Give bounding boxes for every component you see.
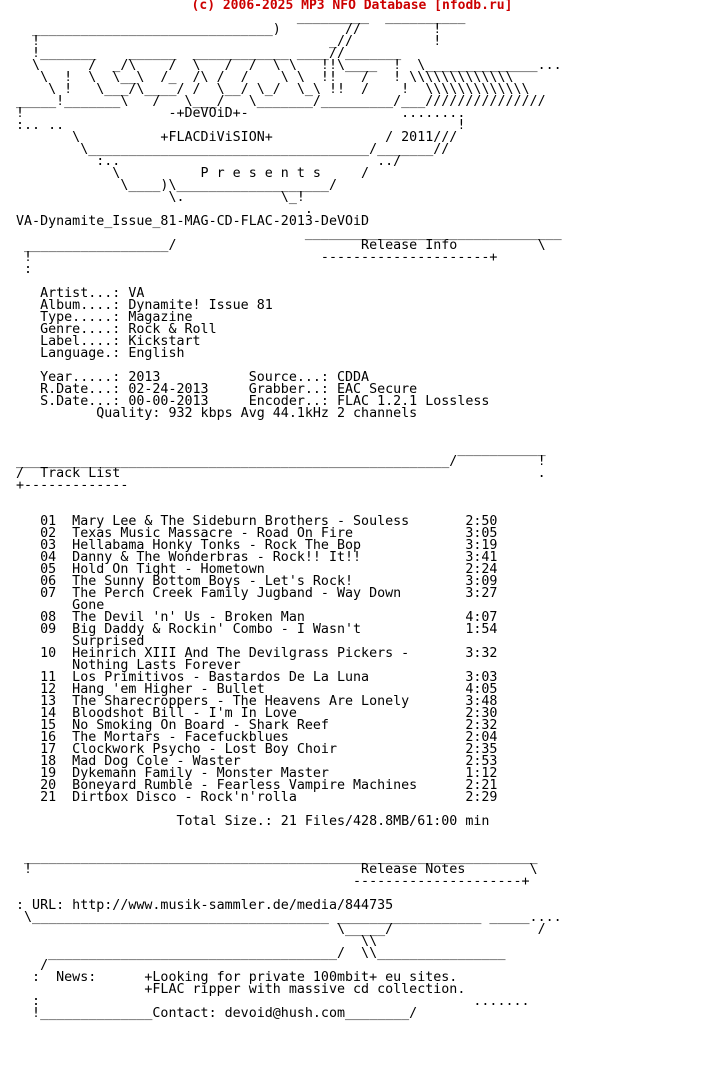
nfo-line: / Track List . [16,466,546,481]
nfo-line: ___________ [16,442,546,457]
nfo-text-block [16,12,562,1020]
nfo-line [16,420,562,432]
nfo-line: ______________________________________________________/ ! [16,454,546,469]
nfo-line: Artist...: VA [16,286,145,301]
nfo-line: R.Date...: 02-24-2013 Grabber..: EAC Secure [16,382,418,397]
nfo-line: 08 The Devil 'n' Us - Broken Man 4:07 [16,610,498,625]
nfo-line: 05 Hold On Tight - Hometown 2:24 [16,562,498,577]
nfo-line: !______________Contact: devoid@hush.com________/ [16,1006,418,1021]
nfo-line: : ....... [16,994,530,1009]
nfo-line: Nothing Lasts Forever [16,658,241,673]
nfo-line: 17 Clockwork Psycho - Lost Boy Choir 2:35 [16,742,498,757]
nfo-line: 03 Hellabama Honky Tonks - Rock The Bop 3:19 [16,538,498,553]
nfo-line: __________________/ Release Info \ [16,238,546,253]
nfo-line: Label....: Kickstart [16,334,201,349]
nfo-line: 06 The Sunny Bottom Boys - Let's Rock! 3:09 [16,574,498,589]
nfo-line: \ P r e s e n t s / [16,166,370,181]
nfo-line: !_______ ______ ____________ ____//_______ [16,46,450,61]
nfo-line: Surprised [16,634,145,649]
nfo-line: ---------------------+ [16,874,530,889]
nfo-line: ________________________________________________________________ [16,850,538,865]
nfo-line: ! ---------------------+ [16,250,498,265]
nfo-line: +------------- [16,478,129,493]
nfo-line: S.Date...: 00-00-2013 Encoder..: FLAC 1.2.1 Lossless [16,394,490,409]
nfo-line: \ ! \___/\____/ / \__/ \_/ \_\ !! / ! \\\\\\\\\\\\\ [16,82,530,97]
nfo-line: Year.....: 2013 Source...: CDDA [16,370,370,385]
nfo-line: ! _// ! [16,34,450,49]
nfo-line: \. \_! [16,190,305,205]
nfo-line: \\ [16,934,378,949]
nfo-line [16,492,562,504]
nfo-line: \ / _/\ / \ / / \ \ !!\____ ! \______________... [16,58,562,73]
nfo-line: 14 Bloodshot Bill - I'm In Love 2:30 [16,706,498,721]
nfo-line: Type.....: Magazine [16,310,193,325]
nfo-line: 12 Hang 'em Higher - Bullet 4:05 [16,682,498,697]
nfo-line: 16 The Mortars - Facefuckblues 2:04 [16,730,498,745]
nfo-line: Language.: English [16,346,185,361]
nfo-line: 21 Dirtbox Disco - Rock'n'rolla 2:29 [16,790,498,805]
nfo-line: 15 No Smoking On Board - Shark Reef 2:32 [16,718,498,733]
nfo-line: . [16,202,313,217]
nfo-line: 13 The Sharecroppers - The Heavens Are Lonely 3:48 [16,694,498,709]
nfo-line: \ ! \ \__\ /_ /\ / / \ \ !! / ! \\\\\\\\\\\\\ [16,70,514,85]
nfo-line: VA-Dynamite_Issue_81-MAG-CD-FLAC-2013-DeVOiD [16,214,370,229]
nfodb-site-title: (c) 2006-2025 MP3 NFO Database [nfodb.ru] [191,0,513,13]
nfo-line: \_____________________________________ __________________ _____.... [16,910,562,925]
nfo-line: ________________________________ [16,226,562,241]
nfo-line: Quality: 932 kbps Avg 44.1kHz 2 channels [16,406,418,421]
nfo-line: \ +FLACDiViSION+ / 2011/// [16,130,458,145]
nfo-line: 01 Mary Lee & The Sideburn Brothers - Souless 2:50 [16,514,498,529]
nfo-line: :.. .. ! [16,118,466,133]
nfo-line: Gone [16,598,105,613]
nfo-line: \____)\___________________/ [16,178,337,193]
nfo-line: 09 Big Daddy & Rockin' Combo - I Wasn't 1:54 [16,622,498,637]
nfo-line: \_____/ / [16,922,546,937]
nfo-line: 20 Boneyard Rumble - Fearless Vampire Machines 2:21 [16,778,498,793]
nfo-line: _____!_______\ / \___/ \_______/_________/___/////////////// [16,94,546,109]
nfo-line: :.. ../ [16,154,402,169]
nfo-line: 10 Heinrich XIII And The Devilgrass Pickers - 3:32 [16,646,498,661]
nfo-line: 02 Texas Music Massacre - Road On Fire 3:05 [16,526,498,541]
nfo-line [16,828,562,840]
nfo-line: : [16,262,33,277]
nfo-line: / [16,958,49,973]
nfo-line: 07 The Perch Creek Family Jugband - Way Down 3:27 [16,586,498,601]
nfo-line: Genre....: Rock & Roll [16,322,217,337]
nfo-line: ! Release Notes \ [16,862,538,877]
nfo-line: +FLAC ripper with massive cd collection. [16,982,466,997]
nfo-line: ______________________________) // ! [16,22,450,37]
nfo-line: 19 Dykemann Family - Monster Master 1:12 [16,766,498,781]
nfo-line: _________ __________ [16,10,466,25]
nfo-line: ! -+DeVOiD+- ........ [16,106,466,121]
nfo-line: 18 Mad Dog Cole - Waster 2:53 [16,754,498,769]
nfo-line: 11 Los Primitivos - Bastardos De La Luna 3:03 [16,670,498,685]
nfo-line: ____________________________________/ \\________________ [16,946,506,961]
nfo-line: : URL: http://www.musik-sammler.de/media/844735 [16,898,394,913]
nfo-line: Total Size.: 21 Files/428.8MB/61:00 min [16,814,490,829]
nfo-line: 04 Danny & The Wonderbras - Rock!! It!! 3:41 [16,550,498,565]
nfo-line: : News: +Looking for private 100mbit+ eu sites. [16,970,458,985]
nfo-line: Album....: Dynamite! Issue 81 [16,298,273,313]
nfo-line: \___________________________________/_______// [16,142,450,157]
